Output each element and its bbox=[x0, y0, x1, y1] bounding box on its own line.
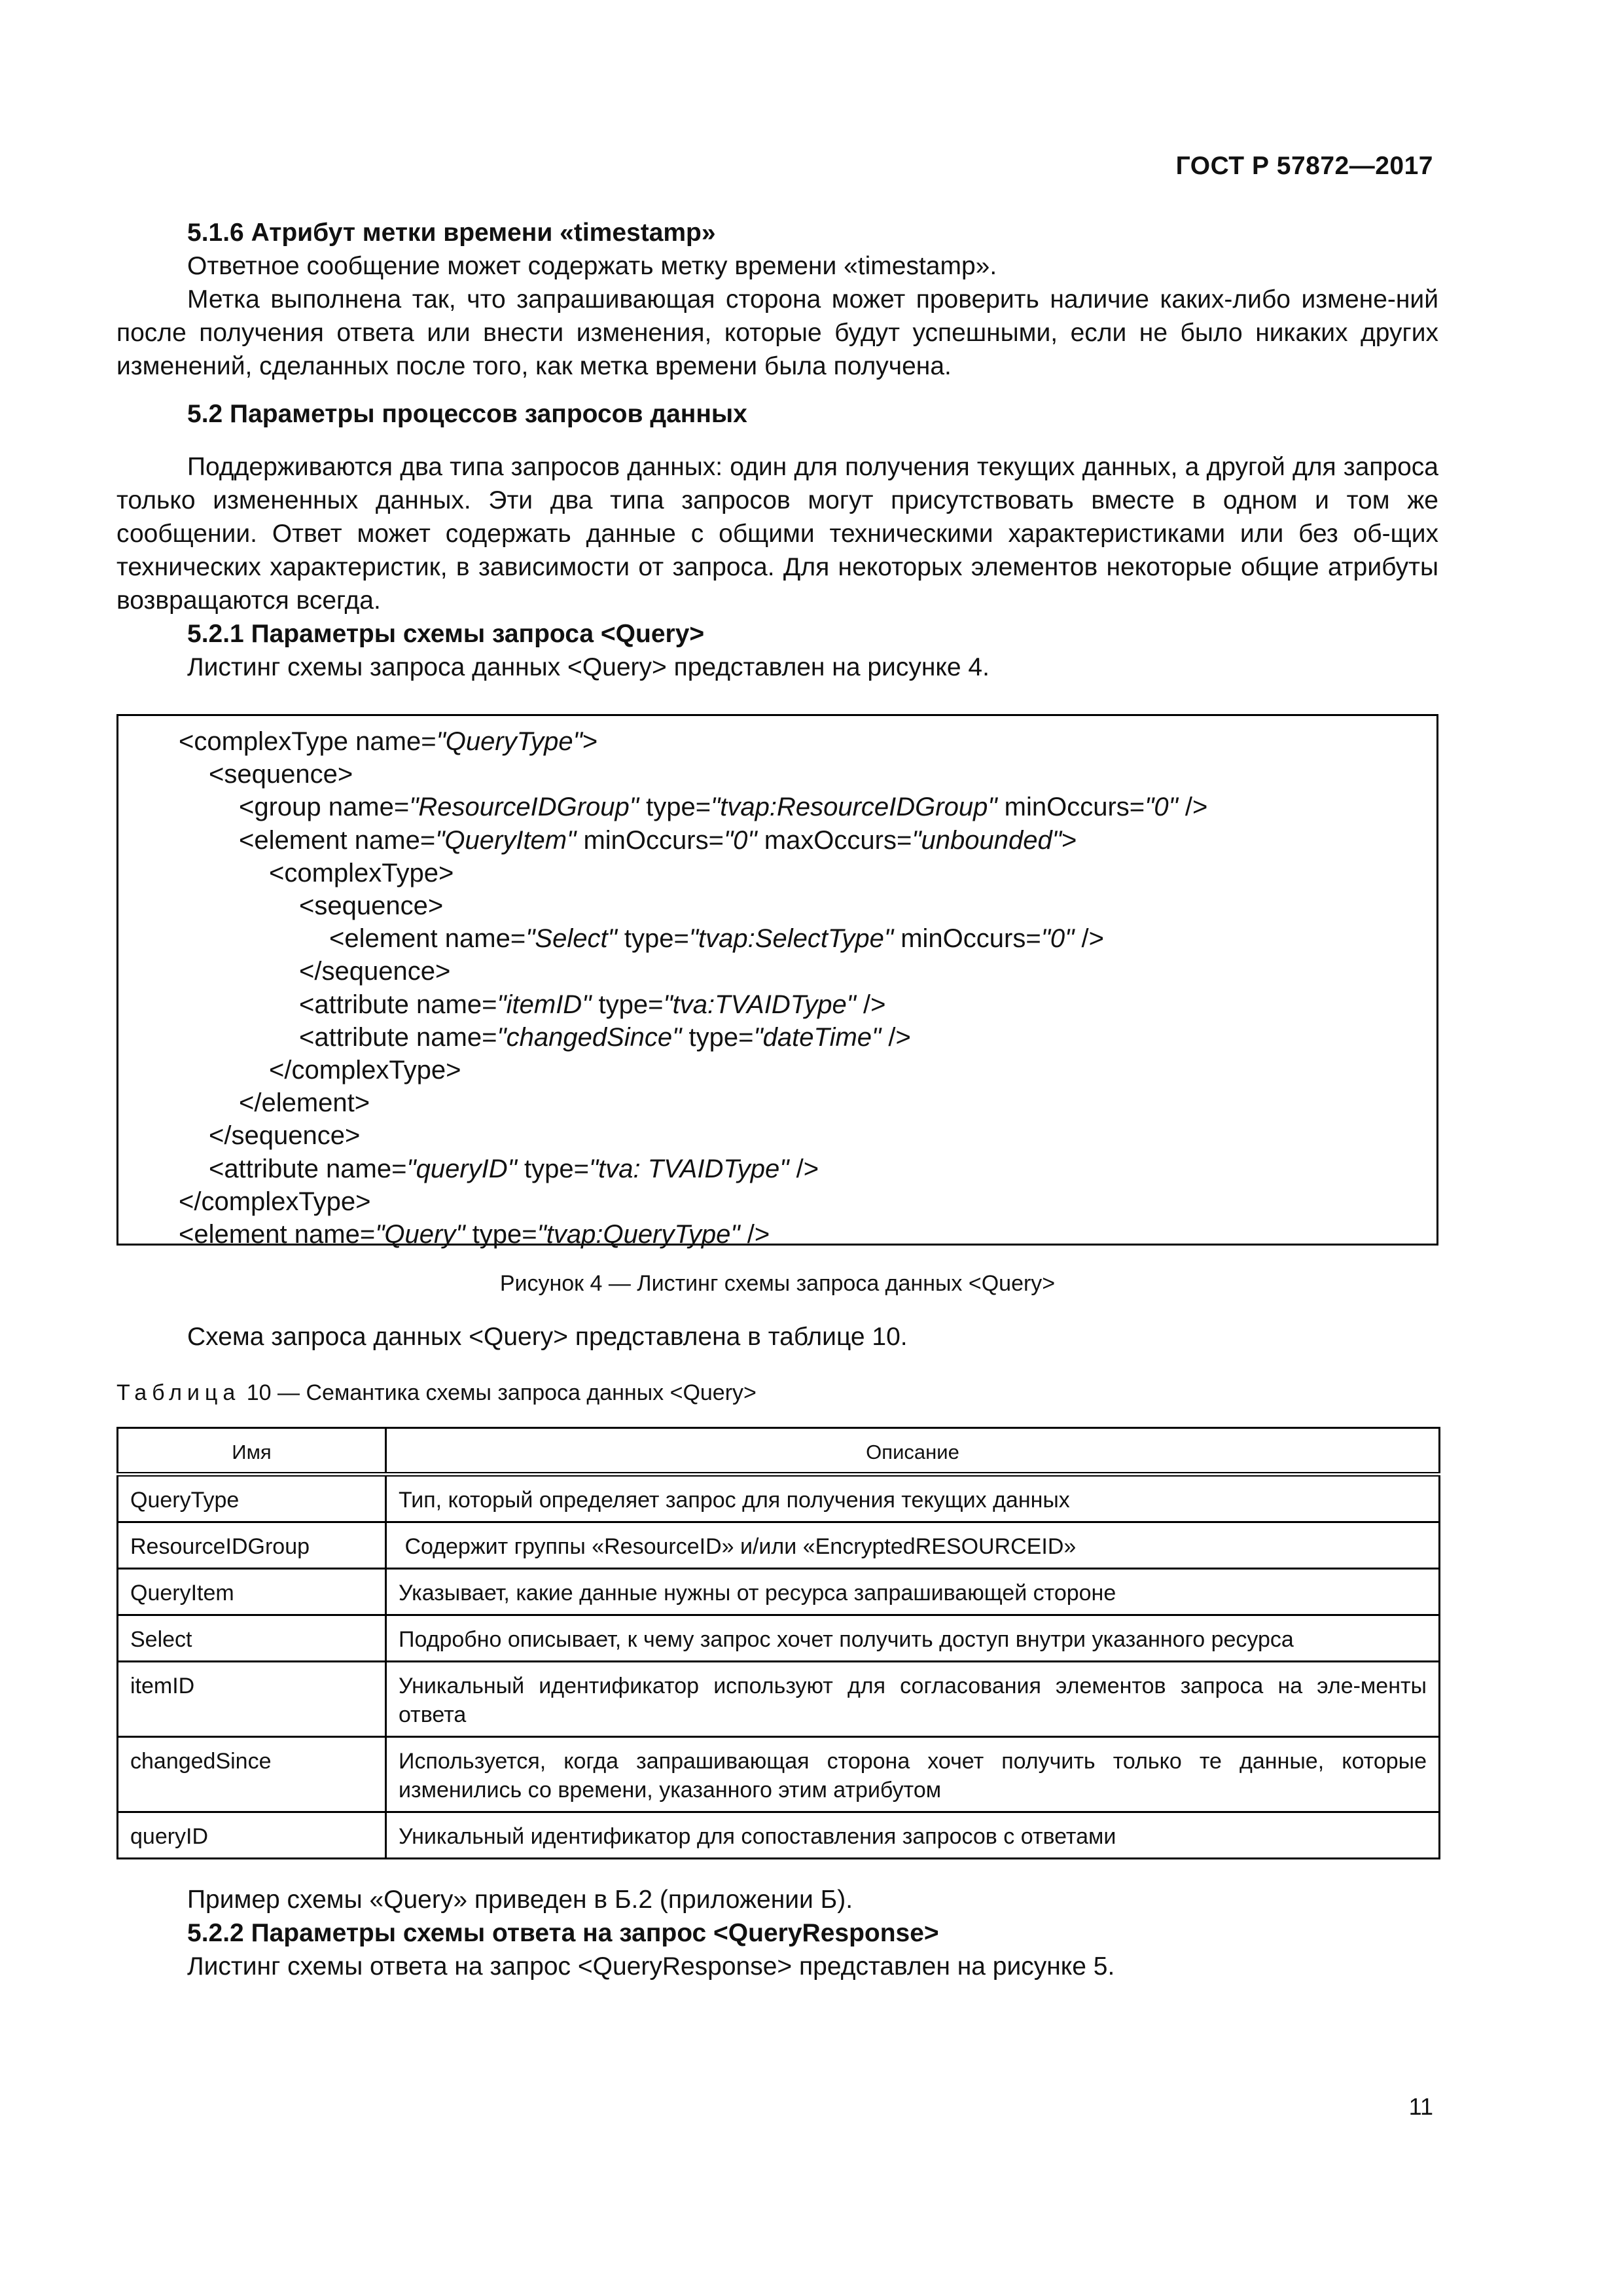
table-header-row bbox=[118, 1428, 1440, 1475]
table-row bbox=[118, 1737, 1440, 1812]
row-name: queryID bbox=[118, 1812, 386, 1859]
listing-markup: <sequence> bbox=[209, 760, 353, 789]
section-5-2-2-heading: 5.2.2 Параметры схемы ответа на запрос <QueryResponse> bbox=[187, 1919, 939, 1947]
listing-line bbox=[118, 1021, 1436, 1054]
listing-line bbox=[118, 1153, 1436, 1185]
table-label: Таблица bbox=[116, 1380, 241, 1405]
listing-line bbox=[118, 1185, 1436, 1218]
listing-value: "0" bbox=[1041, 924, 1075, 954]
section-5-2-1-heading: 5.2.1 Параметры схемы запроса <Query> bbox=[187, 620, 705, 648]
listing-line bbox=[118, 1054, 1436, 1086]
page-content bbox=[116, 216, 1438, 1983]
page-number: 11 bbox=[1408, 2093, 1433, 2120]
row-name: Select bbox=[118, 1615, 386, 1662]
listing-value: "Select" bbox=[526, 924, 617, 954]
listing-markup: /> bbox=[1074, 924, 1104, 954]
listing-value: "QueryItem" bbox=[435, 825, 577, 855]
listing-markup: type= bbox=[638, 793, 711, 822]
table-title-text: 10 — Семантика схемы запроса данных <Query> bbox=[246, 1380, 757, 1405]
listing-markup: <element name= bbox=[239, 825, 436, 855]
listing-value: "tvap:SelectType" bbox=[688, 924, 894, 954]
section-5-2-heading: 5.2 Параметры процессов запросов данных bbox=[187, 400, 747, 428]
listing-markup: minOccurs= bbox=[997, 793, 1145, 822]
row-description: Уникальный идентификатор используют для согласования элементов запроса на эле-менты ответа bbox=[386, 1662, 1440, 1737]
listing-markup: </sequence> bbox=[299, 957, 451, 986]
listing-markup: > bbox=[1061, 825, 1077, 855]
table-10 bbox=[116, 1427, 1440, 1859]
listing-markup: minOccurs= bbox=[576, 825, 724, 855]
row-description: Тип, который определяет запрос для получения текущих данных bbox=[386, 1475, 1440, 1522]
listing-markup: <attribute name= bbox=[299, 990, 497, 1019]
listing-markup: /> bbox=[789, 1154, 819, 1183]
listing-markup: </element> bbox=[239, 1088, 370, 1118]
listing-markup: </complexType> bbox=[179, 1187, 371, 1216]
table-row bbox=[118, 1522, 1440, 1569]
listing-markup: minOccurs= bbox=[893, 924, 1041, 954]
standard-header: ГОСТ Р 57872—2017 bbox=[1175, 152, 1433, 180]
section-5-1-6-heading: 5.1.6 Атрибут метки времени «timestamp» bbox=[187, 219, 716, 247]
listing-markup: <complexType> bbox=[269, 858, 454, 888]
section-5-2-1-paragraph: Листинг схемы запроса данных <Query> представлен на рисунке 4. bbox=[187, 653, 990, 681]
listing-value: "0" bbox=[1145, 793, 1178, 822]
listing-line bbox=[118, 889, 1436, 922]
listing-line bbox=[118, 791, 1436, 823]
listing-line bbox=[118, 824, 1436, 857]
listing-value: "tvap:ResourceIDGroup" bbox=[711, 793, 997, 822]
listing-value: "tvap:QueryType" bbox=[537, 1220, 740, 1249]
listing-value: "itemID" bbox=[497, 990, 592, 1019]
listing-markup: type= bbox=[465, 1220, 537, 1249]
listing-line bbox=[118, 922, 1436, 955]
row-name: QueryItem bbox=[118, 1569, 386, 1615]
listing-markup: /> bbox=[881, 1022, 911, 1052]
listing-line bbox=[118, 1119, 1436, 1152]
listing-value: "queryID" bbox=[406, 1154, 517, 1183]
table-10-title bbox=[116, 1378, 1438, 1407]
section-5-1-6-paragraph-1: Ответное сообщение может содержать метку времени «timestamp». bbox=[187, 252, 997, 280]
table-row bbox=[118, 1569, 1440, 1615]
listing-markup: /> bbox=[1177, 793, 1208, 822]
listing-markup: <element name= bbox=[329, 924, 526, 954]
header-description: Описание bbox=[386, 1428, 1440, 1475]
listing-line bbox=[118, 725, 1436, 758]
listing-markup: <attribute name= bbox=[209, 1154, 407, 1183]
listing-value: "Query" bbox=[375, 1220, 465, 1249]
section-5-2-2-paragraph: Листинг схемы ответа на запрос <QueryResponse> представлен на рисунке 5. bbox=[187, 1952, 1115, 1981]
table-row bbox=[118, 1475, 1440, 1522]
listing-markup: type= bbox=[616, 924, 689, 954]
row-description: Содержит группы «ResourceID» и/или «EncryptedRESOURCEID» bbox=[386, 1522, 1440, 1569]
row-description: Используется, когда запрашивающая сторона хочет получить только те данные, которые изменились со времени, указанного этим атрибутом bbox=[386, 1737, 1440, 1812]
listing-markup: <element name= bbox=[179, 1220, 376, 1249]
listing-value: "QueryType" bbox=[436, 727, 582, 756]
section-5-2-paragraph: Поддерживаются два типа запросов данных: один для получения текущих данных, а другой для запроса только измененных данных. Эти два типа запросов могут присутствовать вместе в одном и том же сообщении. Ответ может содержать данные с общими техническими характеристиками или без об-щих технических характеристик, в зависимости от запроса. Для некоторых элементов некоторые общие атрибуты возвращаются всегда. bbox=[116, 453, 1438, 615]
listing-markup: /> bbox=[855, 990, 886, 1019]
listing-value: "ResourceIDGroup" bbox=[409, 793, 639, 822]
listing-line bbox=[118, 758, 1436, 791]
listing-value: "tva: TVAIDType" bbox=[588, 1154, 789, 1183]
listing-markup: <sequence> bbox=[299, 891, 444, 921]
row-name: changedSince bbox=[118, 1737, 386, 1812]
section-5-1-6-paragraph-2: Метка выполнена так, что запрашивающая сторона может проверить наличие каких-либо измене-ний после получения ответа или внести изменения, которые будут успешными, если не было никаких других изменений, сделанных после того, как метка времени была получена. bbox=[116, 285, 1438, 380]
listing-value: "changedSince" bbox=[497, 1022, 682, 1052]
listing-line bbox=[118, 1218, 1436, 1251]
listing-markup: type= bbox=[591, 990, 664, 1019]
listing-value: "dateTime" bbox=[753, 1022, 882, 1052]
table-row bbox=[118, 1615, 1440, 1662]
row-description: Уникальный идентификатор для сопоставления запросов с ответами bbox=[386, 1812, 1440, 1859]
listing-markup: maxOccurs= bbox=[757, 825, 912, 855]
table-row bbox=[118, 1662, 1440, 1737]
row-name: itemID bbox=[118, 1662, 386, 1737]
row-name: QueryType bbox=[118, 1475, 386, 1522]
row-name: ResourceIDGroup bbox=[118, 1522, 386, 1569]
listing-line bbox=[118, 1086, 1436, 1119]
listing-markup: /> bbox=[740, 1220, 770, 1249]
listing-line bbox=[118, 857, 1436, 889]
header-name: Имя bbox=[118, 1428, 386, 1475]
listing-value: "unbounded" bbox=[912, 825, 1061, 855]
listing-markup: <complexType name= bbox=[179, 727, 437, 756]
row-description: Подробно описывает, к чему запрос хочет получить доступ внутри указанного ресурса bbox=[386, 1615, 1440, 1662]
schema-listing-box bbox=[116, 714, 1438, 1249]
listing-markup: <attribute name= bbox=[299, 1022, 497, 1052]
listing-markup: <group name= bbox=[239, 793, 410, 822]
after-table-paragraph: Пример схемы «Query» приведен в Б.2 (приложении Б). bbox=[187, 1886, 853, 1914]
listing-markup: type= bbox=[516, 1154, 589, 1183]
listing-value: "tva:TVAIDType" bbox=[663, 990, 856, 1019]
figure-4-caption: Рисунок 4 — Листинг схемы запроса данных <Query> bbox=[499, 1271, 1056, 1296]
listing-value: "0" bbox=[723, 825, 757, 855]
listing-line bbox=[118, 988, 1436, 1021]
listing-markup: type= bbox=[681, 1022, 754, 1052]
listing-markup: </complexType> bbox=[269, 1056, 461, 1085]
listing-markup: </sequence> bbox=[209, 1121, 361, 1151]
table-row bbox=[118, 1812, 1440, 1859]
row-description: Указывает, какие данные нужны от ресурса запрашивающей стороне bbox=[386, 1569, 1440, 1615]
listing-markup: > bbox=[582, 727, 598, 756]
table-10-reference: Схема запроса данных <Query> представлена в таблице 10. bbox=[187, 1323, 908, 1351]
listing-line bbox=[118, 955, 1436, 988]
